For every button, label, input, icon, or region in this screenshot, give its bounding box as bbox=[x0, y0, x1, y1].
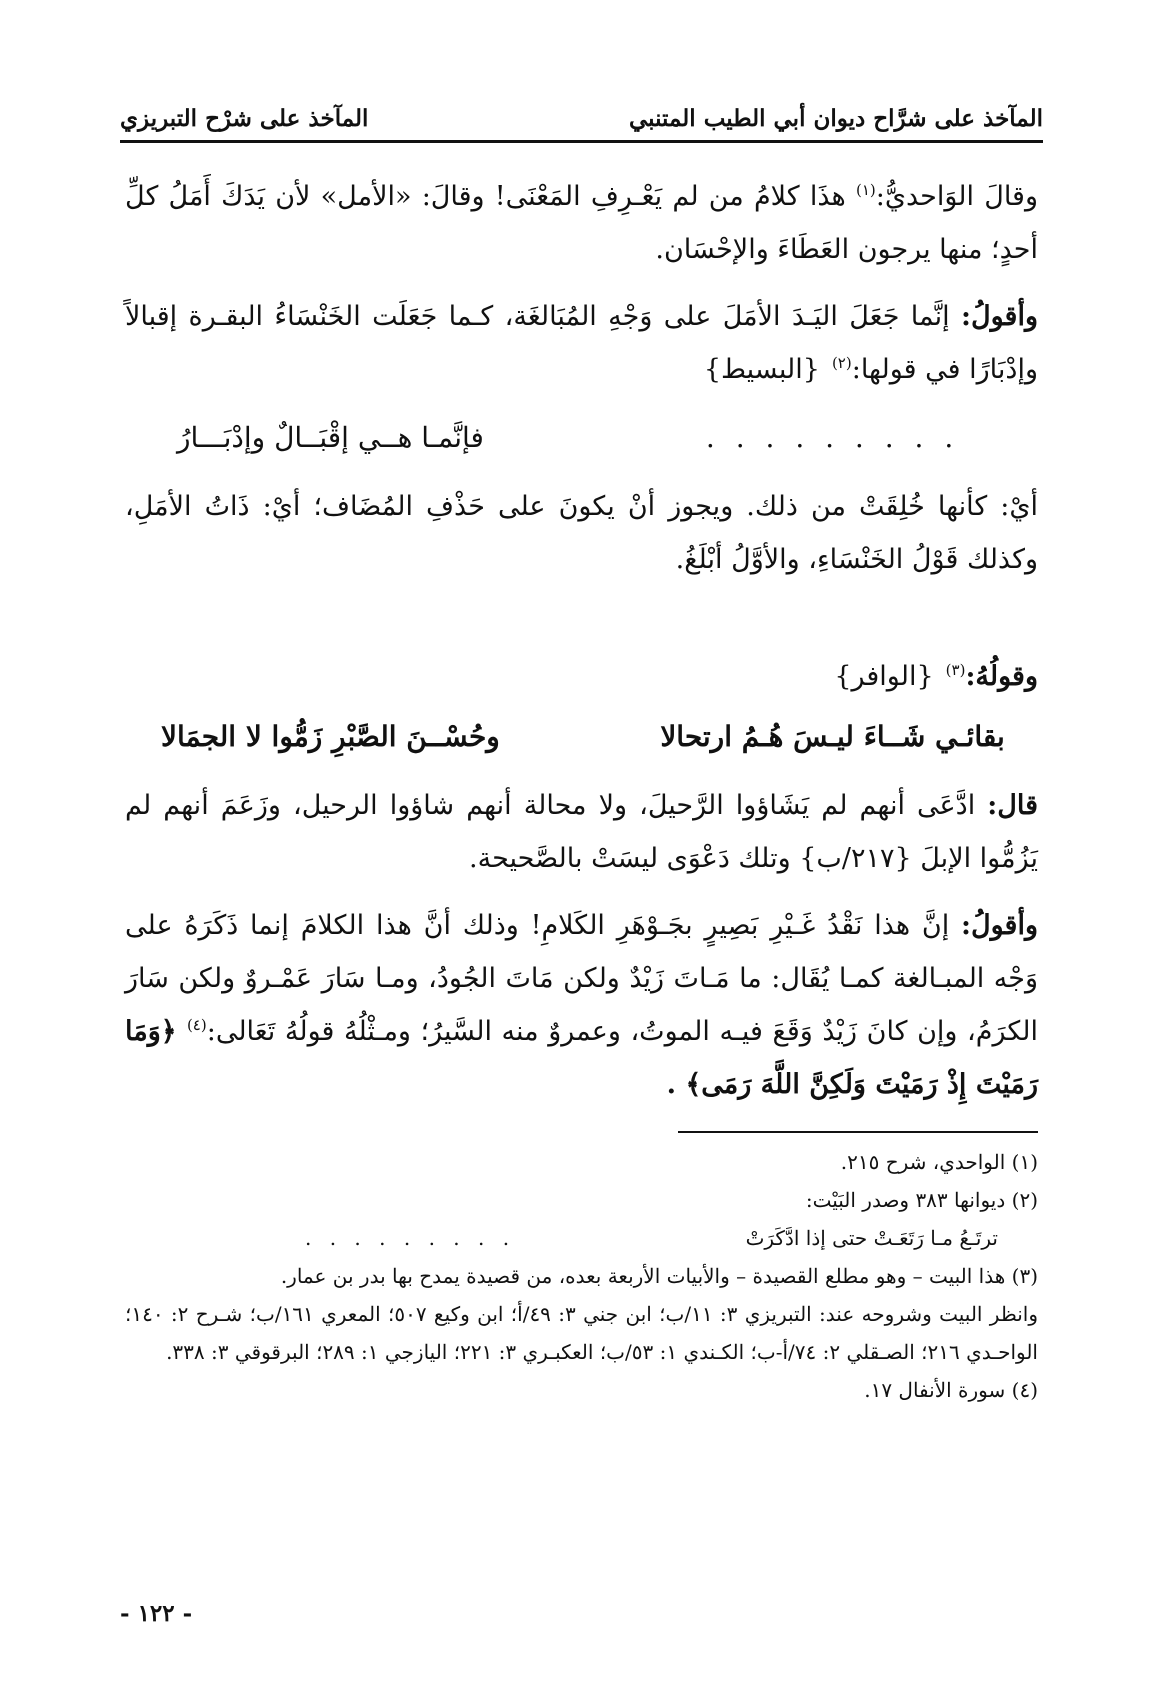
paragraph-wahidi bbox=[125, 170, 1038, 276]
paragraph-body: هذَا كلامُ من لم يَعْـرِفِ المَعْنَى! وقالَ: «الأمل» لأن يَدَكَ أَمَلُ كلِّ أحدٍ؛ منها يرجون العَطَاءَ والإحْسَان. bbox=[125, 181, 1038, 265]
header-chapter-title: المآخذ على شرْح التبريزي bbox=[120, 105, 369, 132]
paragraph-body: إنَّ هذا نَقْدُ غَـيْرِ بَصِيرٍ بجَـوْهَرِ الكَلامِ! وذلك أنَّ هذا الكلامَ إنما ذَكَرَهُ على وَجْه المبـالغة كمـا يُقَال: ما مَـاتَ زَيْدٌ ولكن مَاتَ الجُودُ، ومـا سَارَ عَمْـروٌ ولكن سَارَ الكرَمُ، وإن كانَ زَيْدٌ وَقَعَ فيـه الموتُ، وعمروٌ منه السَّيرُ؛ ومـثْلُهُ قولُهُ تَعَالى: bbox=[125, 910, 1038, 1047]
paragraph-body: ادَّعَى أنهم لم يَشَاؤوا الرَّحيلَ، ولا محالة أنهم شاؤوا الرحيل، وزَعَمَ أنهم لم يَزُمُّوا الإبلَ {٢١٧/ب} وتلك دَعْوَى ليسَتْ بالصَّحيحة. bbox=[125, 790, 1038, 874]
footnote-verse-second: . . . . . . . . . bbox=[305, 1226, 516, 1250]
footnote-2: (٢) ديوانها ٣٨٣ وصدر البَيْت: bbox=[805, 1188, 1038, 1212]
verse-second-hemistich: فإنَّمـا هــي إقْبَــالٌ وإدْبَـــارُ bbox=[176, 421, 484, 454]
paragraph-explanation: أيْ: كأنها خُلِقَتْ من ذلك. ويجوز أنْ يكونَ على حَذْفِ المُضَاف؛ أيْ: ذَاتُ الأمَلِ، وكذلك قَوْلُ الخَنْسَاءِ، والأوَّلُ أبْلَغُ. bbox=[125, 491, 1038, 575]
footnote-4: (٤) سورة الأنفال ١٧. bbox=[864, 1378, 1038, 1402]
footnote-ref[interactable]: (٢) bbox=[831, 354, 852, 372]
footnotes bbox=[125, 1143, 1038, 1409]
verse-heading-lead: وقولُهُ: bbox=[965, 661, 1038, 692]
verse-khansa bbox=[125, 410, 1038, 466]
running-header bbox=[120, 92, 1043, 143]
verse-second-hemistich: وحُسْــنَ الصَّبْرِ زَمُّوا لا الجمَالا bbox=[161, 720, 500, 753]
paragraph-lead: وأقولُ: bbox=[961, 301, 1038, 332]
footnote-ref[interactable]: (١) bbox=[855, 181, 876, 199]
footnote-divider bbox=[678, 1131, 1038, 1133]
verse-first-hemistich: بقائـي شَــاءَ ليـسَ هُـمُ ارتحالا bbox=[660, 720, 1005, 753]
paragraph-lead: وقالَ الوَاحديُّ: bbox=[875, 181, 1038, 212]
paragraph-lead: وأقولُ: bbox=[961, 910, 1038, 941]
paragraph-response-1 bbox=[125, 290, 1038, 396]
page-number: - ١٢٢ - bbox=[120, 1600, 193, 1627]
footnote-3: (٣) هذا البيت – وهو مطلع القصيدة – والأبيات الأربعة بعده، من قصيدة يمدح بها بدر بن عمار. bbox=[280, 1264, 1038, 1288]
paragraph-lead: قال: bbox=[987, 790, 1038, 821]
verse-mutanabbi bbox=[125, 709, 1038, 765]
header-book-title: المآخذ على شرَّاح ديوان أبي الطيب المتنبي bbox=[629, 105, 1043, 132]
quran-quote: ﴿وَمَا رَمَيْتَ إِذْ رَمَيْتَ وَلَكِنَّ اللَّهَ رَمَى﴾ . bbox=[125, 1016, 1038, 1100]
meter-label: {البسيط} bbox=[703, 354, 820, 385]
verse-heading bbox=[125, 650, 1038, 703]
paragraph-body: إنَّما جَعَلَ اليَـدَ الأمَلَ على وَجْهِ المُبَالغَة، كـما جَعَلَت الخَنْسَاءُ البقـرة إقبالاً وإدْبَارًا في قولها: bbox=[125, 301, 1038, 385]
verse-first-hemistich: . . . . . . . . . bbox=[705, 421, 960, 454]
paragraph-response-2 bbox=[125, 899, 1038, 1111]
footnote-ref[interactable]: (٤) bbox=[186, 1016, 207, 1034]
main-text bbox=[125, 170, 1038, 1125]
paragraph-qala bbox=[125, 779, 1038, 885]
footnote-ref[interactable]: (٣) bbox=[945, 661, 966, 679]
footnote-2-verse bbox=[125, 1219, 1038, 1257]
meter-label: {الوافر} bbox=[834, 661, 934, 692]
footnote-1: (١) الواحدي، شرح ٢١٥. bbox=[840, 1150, 1038, 1174]
footnote-verse-first: ترتَـعُ مـا رَتَعَـتْ حتى إذا ادَّكَرَتْ bbox=[745, 1226, 998, 1250]
footnote-3-sources: وانظر البيت وشروحه عند: التبريزي ٣: ١١/ب؛ ابن جني ٣: ٤٩/أ؛ ابن وكيع ٥٠٧؛ المعري ١٦١/ب؛ شـرح ٢: ١٤٠؛ الواحـدي ٢١٦؛ الصـقلي ٢: ٧٤/أ-ب؛ الكـندي ١: ٥٣/ب؛ العكبـري ٣: ٢٢١؛ اليازجي ١: ٢٨٩؛ البرقوقي ٣: ٣٣٨. bbox=[125, 1302, 1039, 1364]
